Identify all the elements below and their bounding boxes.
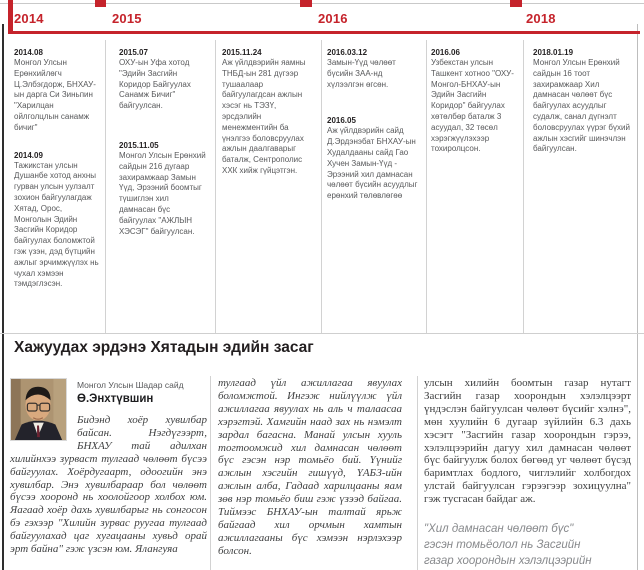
pull-quote: "Хил дамнасан чөлөөт бүс" гэсэн томьёолол нь Засгийн газар хоорондын хэлэлцээрийн — [424, 523, 592, 568]
timeline-column-divider — [321, 40, 322, 333]
timeline-axis-line — [8, 31, 640, 34]
entry-date: 2014.09 — [14, 150, 43, 160]
timeline-column-6 — [533, 47, 633, 155]
article-column-divider — [417, 376, 418, 570]
byline-name: Ө.Энхтүвшин — [77, 393, 154, 405]
timeline-column-divider — [215, 40, 216, 333]
entry-date: 2015.11.05 — [119, 140, 159, 150]
entry-date: 2015.07 — [119, 48, 148, 57]
entry-date: 2016.03.12 — [327, 48, 368, 57]
timeline-year-2015: 2015 — [112, 11, 142, 26]
timeline-column-2 — [119, 47, 207, 237]
entry-text: Монгол Улсын Ерөнхийлөгч Ц.Элбэгдорж, БНХАУ-ын дарга Си Зиньпин "Харилцан ойлголцлын санамж бичиг" — [14, 58, 96, 132]
timeline-entry — [222, 47, 314, 177]
byline-role: Монгол Улсын Шадар сайд — [77, 380, 184, 390]
timeline-column-divider — [426, 40, 427, 333]
timeline-column-divider — [523, 40, 524, 333]
timeline-entry — [431, 47, 517, 155]
timeline-tick-2014 — [8, 0, 13, 31]
timeline-entry — [119, 140, 207, 237]
article-paragraph-3: улсын хилийн боомтын газар нутагт Засгийн газар хоорондын хэлэлцээрт үндэслэн байгуулсан чөлөөт бүсийг хэлнэ", мөн хуулийн 6 дугаар зүйлийн 6.3 дахь хэсэгт "Засгийн газар хоорондын гэрээ, хэлэлцээрийн дагуу хил дамнасан чөлөөт бүс байгуулж болох бөгөөд уг чөлөөт бүсэд баримтлах бодлого, чиглэлийг холбогдох улстай байгуулсан гэрээгээр зохицуулна" гэж тусгасан байдаг аж. — [424, 377, 631, 506]
timeline-entry — [14, 150, 100, 291]
article-paragraph-1: Бидэнд хоёр хувилбар байсан. Нэгдүгээрт, БНХАУ тай адилхан хилийнхээ зурваст тулгаад чөлөөт бүсээ байгуулах. Хоёрдугаарт, одоогийн энэ хувилбар. Энэ хувилбараар бол чөлөөт бүсээ хооронд нь хоолойгоор холбох юм. Яагаад хоёр дахь хувилбарыг нь сонгосон бэ гэхээр "Хилийн зурвас руугаа тулгаад байгуулахад цаг хугацааны хувьд орай эрт байна" гэж үзсэн юм. Ялангуяа — [10, 414, 207, 556]
page-left-border — [2, 24, 4, 570]
entry-text: Замын-Үүд чөлөөт бүсийн ЗАА-нд хүлээлгэн өгсөн. — [327, 58, 396, 89]
portrait-photo — [10, 378, 67, 441]
article-headline: Хажуудах эрдэнэ Хятадын эдийн засаг — [14, 339, 314, 356]
timeline-year-2014: 2014 — [14, 11, 44, 26]
article-column-divider — [210, 376, 211, 570]
timeline-tick-2016 — [300, 0, 312, 7]
entry-date: 2014.08 — [14, 48, 43, 57]
timeline-column-divider — [105, 40, 106, 333]
timeline-column-1 — [14, 47, 100, 290]
article-column-3 — [424, 377, 631, 570]
timeline-entry — [14, 47, 100, 134]
timeline-tick-2018 — [510, 0, 522, 7]
article-column-2 — [218, 377, 402, 558]
timeline-year-2018: 2018 — [526, 11, 556, 26]
timeline-entry — [327, 47, 419, 90]
entry-text: Монгол Улсын Ерөнхий сайдын 16 тоот захирамжаар Хил дамнасан чөлөөт бүс байгуулах асуудлыг судалж, санал дүгнэлт боловсруулах үүрэг бүхий ажлын хэсгийг шинэчлэн байгуулсан. — [533, 58, 630, 154]
entry-text: Аж үйлдвэрийн сайд Д.Эрдэнэбат БНХАУ-ын Худалдааны сайд Гао Хучен Замын-Үүд - Эрээний хил дамнасан чөлөөт бүсийн асуудлыг ерөнхий төлөвлөгөө — [327, 126, 418, 201]
entry-text: Монгол Улсын Ерөнхий сайдын 216 дугаар захирамжаар Замын Үүд, Эрээний боомтыг түшиглэн хил дамнасан бүс байгуулах "АЖЛЫН ХЭСЭГ" байгуулсан. — [119, 150, 206, 236]
timeline-entry — [533, 47, 633, 155]
portrait-illustration — [11, 379, 66, 440]
entry-text: Аж үйлдвэрийн яамны ТНБД-ын 281 дүгээр тушаалаар байгуулагдсан ажлын хэсэг нь ТЭЗҮ, эрсдэлийн менежментийн ба үнэлгээ боловсруулах ажлын даалгаварыг баталж, Сентрополис ХХК хийж гүйцэтгэн. — [222, 58, 306, 175]
entry-date: 2018.01.19 — [533, 48, 574, 57]
timeline-column-3 — [222, 47, 314, 177]
timeline-entry — [119, 47, 207, 112]
entry-text: Узбекстан улсын Ташкент хотноо "ОХУ-Монгол-БНХАУ-ын Эдийн Засгийн Коридор" байгуулах хөтөлбөр баталж 3 асуудал, 32 төсөл хэрэгжүүлэхээр тохиролцсон. — [431, 58, 514, 154]
entry-date: 2015.11.24 — [222, 48, 262, 57]
article-column-1 — [10, 377, 207, 556]
entry-date: 2016.05 — [327, 116, 356, 126]
page-right-border — [637, 24, 638, 570]
timeline-column-4 — [327, 47, 419, 202]
entry-text: ОХУ-ын Уфа хотод "Эдийн Засгийн Коридор Байгуулах Санамж Бичиг" байгуулсан. — [119, 58, 191, 111]
timeline-entry — [327, 115, 419, 202]
timeline-year-2016: 2016 — [318, 11, 348, 26]
section-divider — [0, 333, 644, 334]
entry-date: 2016.06 — [431, 48, 460, 57]
entry-text: Тажикстан улсын Душанбе хотод анхны гурван улсын уулзалт зохион байгуулагдаж Хятад, Орос, Монголын Эдийн Засгийн Коридор байгуулах боломжтой гэж үзэн, дэд бүтцийн ажлыг эрчимжүүлэх нь чухал хэмээн тэмдэглэсэн. — [14, 160, 99, 289]
timeline-column-5 — [431, 47, 517, 155]
timeline-tick-2015 — [95, 0, 106, 7]
article-paragraph-2: тулгаад үйл ажиллагаа явуулах боломжтой. Ингэж нийлүүлж үйл ажиллагаа явуулах нь аль ч талаасаа хэрэгтэй. Хамгийн наад зах нь нэмэлт зардал багасна. Манай улсын хууль тогтоомжид хил дамнасан чөлөөт бүс гэсэн нэр томьёо бий. Үүнийг ажлын хэсгийн гишүүд, ҮАБЗ-ийн ажлын алба, Гадаад харилцааны яам зөв нэр томьёо биш гэж үзээд байгаа. Тиймээс БНХАУ-ын талтай ярьж байгаад хил орчмын хамтын ажиллагааны бүс хэмээн нэрлэхээр болсон. — [218, 377, 402, 557]
